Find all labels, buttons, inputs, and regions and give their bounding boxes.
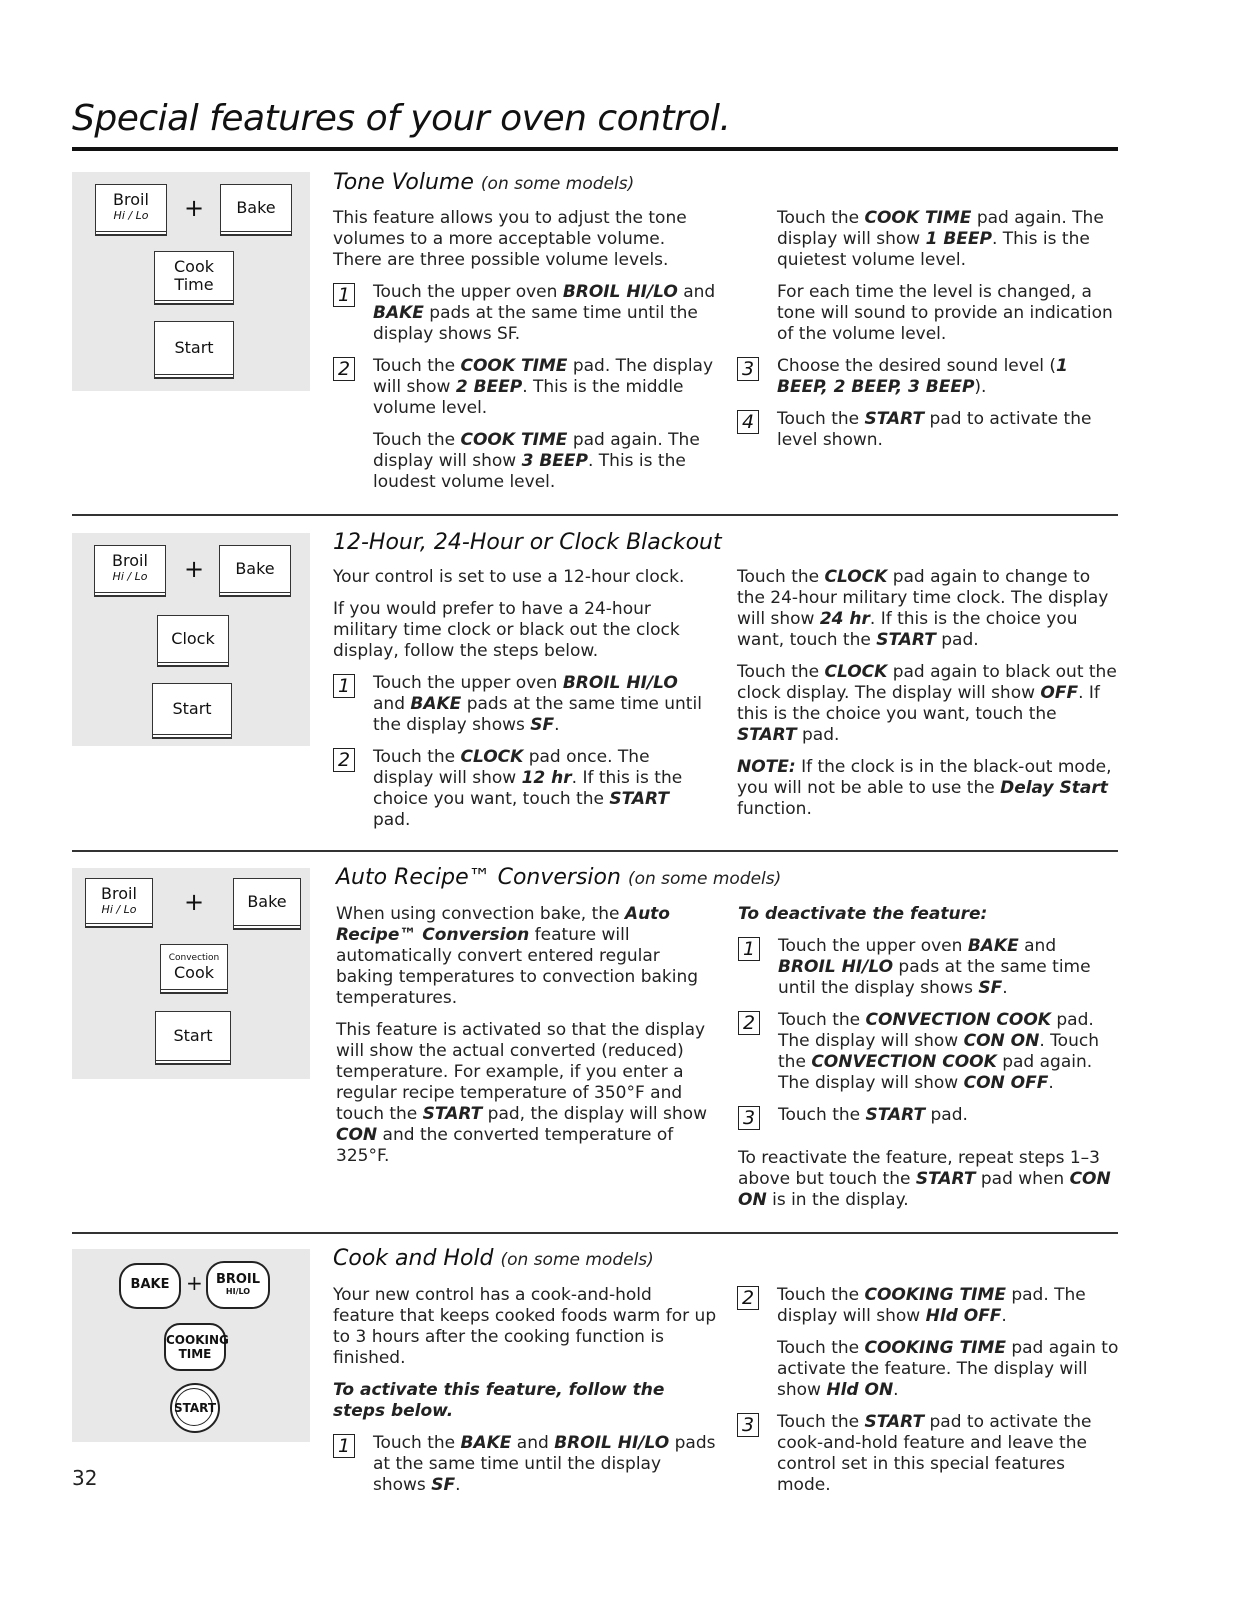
section-divider	[72, 1232, 1118, 1234]
pad-label: START	[173, 1401, 217, 1415]
hold-left-column	[333, 1285, 718, 1507]
cooking-time-round-pad	[164, 1323, 229, 1371]
tone-step-2-continued: Touch the COOK TIME pad again. The display will show 3 BEEP. This is the loudest volume level.	[373, 430, 700, 492]
hold-p1: Your new control has a cook-and-hold feature that keeps cooked foods warm for up to 3 hours after the cooking function is finished.	[333, 1285, 717, 1368]
pad-label: BAKE	[130, 1277, 170, 1292]
pad-label: Bake	[235, 559, 275, 578]
step-number: 2	[333, 357, 355, 381]
bake-pad	[219, 545, 291, 593]
pad-label: BROIL	[215, 1272, 261, 1287]
tone-step-2: 2 Touch the COOK TIME pad. The display will show 2 BEEP. This is the middle volume level.	[333, 356, 718, 419]
clock-blackout: Touch the CLOCK pad again to black out the clock display. The display will show OFF. If this is the choice you want, touch the START pad.	[737, 662, 1117, 745]
tone-keypad-panel	[72, 172, 310, 391]
clock-left-column	[333, 567, 703, 842]
clock-keypad-panel	[72, 533, 310, 746]
plus-sign: +	[184, 888, 205, 916]
hold-step-2-continued: Touch the COOKING TIME pad again to activate the feature. The display will show Hld ON.	[777, 1338, 1119, 1400]
tone-intro: This feature allows you to adjust the tone volumes to a more acceptable volume. There are three possible volume levels.	[333, 208, 687, 270]
tone-right-column	[737, 208, 1117, 462]
recipe-p1: When using convection bake, the Auto Recipe™ Conversion feature will automatically convert entered regular baking temperatures to convection baking temperatures.	[336, 904, 699, 1008]
step-number: 1	[333, 674, 355, 698]
broil-hilo-pad	[94, 545, 166, 593]
plus-sign: +	[186, 1271, 203, 1295]
section-title-text: Cook and Hold	[333, 1246, 494, 1271]
recipe-deactivate-heading: To deactivate the feature:	[738, 904, 988, 924]
step-number: 1	[333, 1434, 355, 1458]
pad-sublabel: Convection	[168, 953, 220, 963]
step-number: 3	[737, 1413, 759, 1437]
broil-hilo-pad	[85, 878, 153, 924]
clock-step-1: 1 Touch the upper oven BROIL HI/LO and BAKE pads at the same time until the display shows SF.	[333, 673, 703, 736]
pad-sublabel: Hi / Lo	[101, 903, 137, 916]
tone-step-3: 3 Choose the desired sound level (1 BEEP, 2 BEEP, 3 BEEP).	[737, 356, 1117, 398]
recipe-keypad-panel	[72, 868, 310, 1079]
pad-label: Clock	[171, 629, 215, 648]
pad-label: Broil	[101, 884, 137, 903]
cook-time-pad	[154, 251, 234, 301]
pad-label: Start	[172, 699, 212, 718]
clock-note: NOTE: If the clock is in the black-out mode, you will not be able to use the Delay Start function.	[737, 757, 1112, 819]
step-number: 2	[737, 1286, 759, 1310]
recipe-left-column	[336, 904, 712, 1178]
pad-label: Cook	[173, 257, 214, 276]
recipe-step-3: 3 Touch the START pad.	[738, 1105, 1118, 1126]
pad-label: Start	[174, 338, 214, 357]
recipe-right-column	[738, 904, 1118, 1222]
pad-sublabel: Hi / Lo	[112, 570, 148, 583]
pad-label: Broil	[112, 551, 148, 570]
start-pad	[154, 321, 234, 375]
convection-cook-pad	[160, 944, 228, 990]
hold-title	[333, 1246, 654, 1271]
page-title: Special features of your oven control.	[72, 98, 731, 139]
tone-step-4: 4 Touch the START pad to activate the level shown.	[737, 409, 1117, 451]
section-divider	[72, 850, 1118, 852]
section-subtitle: (on some models)	[627, 869, 782, 889]
recipe-p2: This feature is activated so that the display will show the actual converted (reduced) temperature. For example, if you enter a regular recipe temperature of 350°F and touch the START pad, the display will show CON and the converted temperature of 325°F.	[336, 1020, 707, 1166]
pad-sublabel: HI/LO	[225, 1287, 251, 1296]
clock-right-column	[737, 567, 1119, 831]
hold-keypad-panel	[72, 1249, 310, 1442]
start-pad	[152, 683, 232, 735]
title-rule	[72, 147, 1118, 151]
tone-left-column	[333, 208, 718, 504]
step-number: 2	[333, 748, 355, 772]
section-title-text: 12-Hour, 24-Hour or Clock Blackout	[333, 530, 722, 555]
hold-step-3: 3 Touch the START pad to activate the cook-and-hold feature and leave the control set in this special features mode.	[737, 1412, 1119, 1496]
pad-label: Bake	[236, 198, 276, 217]
step-number: 1	[738, 937, 760, 961]
step-number: 1	[333, 283, 355, 307]
clock-pad	[157, 615, 229, 663]
start-pad	[155, 1011, 231, 1061]
section-subtitle: (on some models)	[480, 174, 635, 194]
section-title-text: Tone Volume	[333, 170, 474, 195]
recipe-step-2: 2 Touch the CONVECTION COOK pad. The display will show CON ON. Touch the CONVECTION COOK pad again. The display will show CON OFF.	[738, 1010, 1118, 1094]
broil-hilo-round-pad	[206, 1261, 270, 1309]
page-number: 32	[72, 1466, 98, 1490]
tone-indication: For each time the level is changed, a tone will sound to provide an indication of the volume level.	[777, 282, 1113, 344]
pad-sublabel: Hi / Lo	[113, 209, 149, 222]
recipe-title	[336, 865, 781, 890]
step-number: 4	[737, 410, 759, 434]
clock-p1: Your control is set to use a 12-hour clock.	[333, 567, 685, 587]
pad-label: TIME	[178, 1347, 212, 1361]
recipe-reactivate: To reactivate the feature, repeat steps 1–3 above but touch the START pad when CON ON is in the display.	[738, 1148, 1111, 1210]
pad-label: Broil	[113, 190, 149, 209]
step-number: 3	[738, 1106, 760, 1130]
hold-step-2: 2 Touch the COOKING TIME pad. The display will show Hld OFF.	[737, 1285, 1119, 1327]
clock-step-2: 2 Touch the CLOCK pad once. The display will show 12 hr. If this is the choice you want, touch the START pad.	[333, 747, 703, 831]
pad-label: Bake	[247, 892, 287, 911]
bake-pad	[220, 184, 292, 232]
clock-p2: If you would prefer to have a 24-hour military time clock or black out the clock display, follow the steps below.	[333, 599, 680, 661]
step-number: 3	[737, 357, 759, 381]
broil-hilo-pad	[95, 184, 167, 232]
plus-sign: +	[184, 194, 205, 222]
clock-title	[333, 530, 722, 555]
pad-label: Cook	[173, 963, 214, 982]
tone-step-1: 1 Touch the upper oven BROIL HI/LO and BAKE pads at the same time until the display shows SF.	[333, 282, 718, 345]
pad-label: COOKING	[166, 1333, 229, 1347]
section-title-text: Auto Recipe™ Conversion	[336, 865, 621, 890]
bake-round-pad	[119, 1263, 181, 1309]
bake-pad	[233, 878, 301, 926]
recipe-step-1: 1 Touch the upper oven BAKE and BROIL HI/LO pads at the same time until the display shows SF.	[738, 936, 1118, 999]
tone-title	[333, 170, 634, 195]
plus-sign: +	[184, 555, 205, 583]
hold-activate-heading: To activate this feature, follow the steps below.	[333, 1380, 665, 1421]
step-number: 2	[738, 1011, 760, 1035]
section-subtitle: (on some models)	[500, 1250, 654, 1270]
start-round-pad	[170, 1383, 220, 1433]
clock-24hr: Touch the CLOCK pad again to change to the 24-hour military time clock. The display will show 24 hr. If this is the choice you want, touch the START pad.	[737, 567, 1109, 650]
hold-right-column	[737, 1285, 1119, 1507]
section-divider	[72, 514, 1118, 516]
pad-label: Start	[173, 1026, 213, 1045]
pad-label: Time	[174, 275, 214, 294]
tone-quietest: Touch the COOK TIME pad again. The display will show 1 BEEP. This is the quietest volume level.	[777, 208, 1104, 270]
hold-step-1: 1 Touch the BAKE and BROIL HI/LO pads at the same time until the display shows SF.	[333, 1433, 718, 1496]
